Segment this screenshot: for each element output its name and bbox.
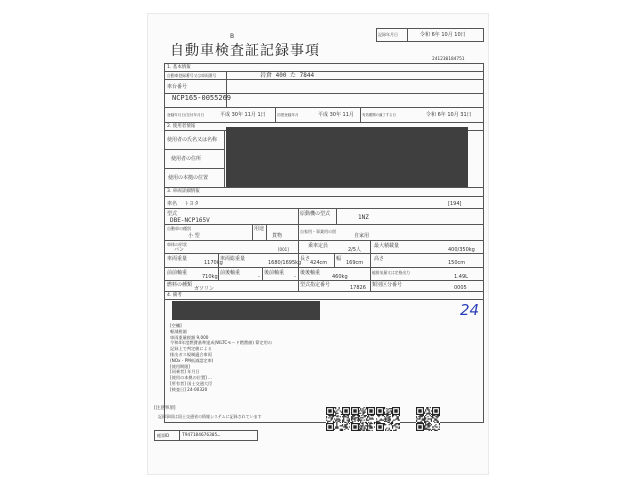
- reg-date-label: 登録年月日/交付年月日: [167, 113, 205, 117]
- plate-value: 岩倉 400 た 7844: [260, 72, 315, 79]
- kind-value: 小 型: [188, 233, 200, 239]
- remarks-line: [使用の本拠の位置] ...: [170, 375, 213, 381]
- model-label: 型式: [167, 211, 178, 217]
- length-value: 424cm: [310, 260, 328, 266]
- front-axle-label: 前前軸重: [167, 270, 188, 276]
- handwritten-note: 24: [460, 301, 480, 319]
- front-rear-axle-value: -: [258, 274, 260, 280]
- remarks-line: 令和4年度燃費基準達成(WLTCモード燃費値) 算定用の: [170, 340, 272, 346]
- issue-date-label: 記録年月日: [378, 32, 398, 37]
- body-label: 車体の形状: [167, 242, 187, 247]
- purpose-value: 自家用: [354, 233, 370, 239]
- remarks-line: 車両重量税額 9,000: [170, 334, 209, 340]
- remarks-line: (NOx・PM低減認定車): [170, 357, 214, 363]
- width-value: 169cm: [346, 260, 364, 266]
- class-no-value: 0005: [454, 285, 467, 291]
- chassis-value: NCP165-0055269: [172, 94, 232, 102]
- remarks-line: [空欄]: [170, 323, 182, 328]
- use-value: 貨物: [272, 233, 283, 239]
- height-label: 高さ: [374, 256, 385, 262]
- first-reg-value: 平成 30年 11月: [318, 112, 354, 118]
- class-no-label: 類別区分番号: [372, 282, 403, 288]
- small-mark: B: [230, 33, 235, 40]
- remarks-line: 軽減税額: [170, 328, 187, 334]
- front-axle-value: 710kg: [202, 274, 218, 280]
- max-load-value: 400/350kg: [448, 247, 475, 253]
- type-no-label: 型式指定番号: [300, 282, 331, 288]
- weight-label: 車両重量: [167, 256, 188, 262]
- remarks-line: [使用期限]: [170, 363, 191, 369]
- section-vehicle-title: 3. 車両詳細情報: [167, 189, 200, 194]
- remarks-line: [同乗者] 年月日: [170, 369, 200, 375]
- displacement-label: 総排気量又は定格出力: [372, 270, 410, 275]
- purpose-label: 自家用・事業用の別: [300, 229, 336, 234]
- remarks-block: [170, 323, 380, 393]
- kind-label: 自動車の種別: [167, 226, 191, 231]
- capacity-value: 2/5人: [348, 247, 362, 253]
- weight-value: 1170kg: [204, 260, 223, 266]
- qr-code-2: [351, 407, 375, 431]
- chassis-label: 車台番号: [167, 84, 188, 90]
- plate-label: 自動車登録番号又は車両番号: [167, 73, 217, 78]
- front-rear-axle-label: 前後軸重: [220, 270, 241, 276]
- base-location-label: 使用の本拠の位置: [168, 175, 209, 181]
- width-label: 幅: [336, 256, 342, 262]
- max-load-label: 最大積載量: [374, 243, 400, 249]
- notes-title: [注意事項]: [154, 406, 176, 411]
- owner-redaction: [226, 127, 468, 187]
- rear-axle-label: 後後軸重: [300, 270, 321, 276]
- first-reg-label: 初度登録年月: [277, 113, 299, 117]
- body-code: [001]: [278, 247, 289, 252]
- remarks-line: 排出ガス規制適合車両: [170, 351, 212, 357]
- owner-address-label: 使用者の住所: [171, 156, 202, 162]
- notes-text: 記録事項は国土交通省の情報システムに記録されています: [158, 414, 262, 419]
- document-title: 自動車検査証記録事項: [170, 43, 320, 59]
- fuel-value: ガソリン: [194, 286, 215, 292]
- remarks-line: 記録上で判定値による: [170, 346, 212, 352]
- expiry-label: 有効期間の満了する日: [362, 113, 396, 117]
- use-label: 用途: [254, 226, 265, 232]
- engine-value: 1NZ: [358, 214, 369, 221]
- qr-code-4: [416, 407, 440, 431]
- body-value: バン: [174, 247, 185, 253]
- displacement-value: 1.49L: [454, 274, 468, 280]
- reg-date-value: 平成 30年 11月 1日: [220, 112, 266, 118]
- height-value: 150cm: [448, 260, 466, 266]
- section-remarks-title: 4. 備考: [167, 293, 182, 298]
- maker-code: [194]: [448, 201, 462, 207]
- inspection-certificate-sheet: [148, 14, 488, 474]
- serial-number: 241230184751: [432, 57, 465, 62]
- issue-date-value: 令和 6年 10月 10日: [420, 32, 466, 38]
- gross-label: 車両総重量: [220, 256, 246, 262]
- model-value: DBE-NCP165V: [170, 217, 210, 224]
- section-basic-title: 1. 基本情報: [167, 65, 191, 70]
- remarks-line: [所有者] 国土交通大臣: [170, 380, 213, 386]
- rear-front-axle-label: 後前軸重: [264, 270, 285, 276]
- expiry-value: 令和 6年 10月 31日: [426, 112, 472, 118]
- maker-value: トヨタ: [184, 201, 200, 207]
- rear-axle-value: 460kg: [332, 274, 348, 280]
- qr-code-3: [376, 407, 400, 431]
- section-owner-title: 2. 使用者情報: [167, 124, 196, 129]
- form-id-value: T947184676305…: [182, 433, 220, 438]
- capacity-label: 乗車定員: [308, 243, 329, 249]
- fuel-label: 燃料の種類: [167, 282, 193, 288]
- engine-label: 原動機の型式: [300, 211, 331, 217]
- remarks-redaction: [172, 301, 320, 320]
- gross-value: 1680/1695kg: [268, 260, 302, 266]
- remarks-line: [検査日] 24-00320: [170, 386, 208, 392]
- form-id-label: 帳票ID: [157, 433, 170, 438]
- rear-front-axle-value: -: [294, 274, 296, 280]
- owner-name-label: 使用者の氏名又は名称: [167, 137, 218, 143]
- type-no-value: 17826: [350, 285, 366, 291]
- maker-label: 車名: [167, 201, 178, 207]
- qr-code-1: [326, 407, 350, 431]
- length-label: 長さ: [300, 256, 311, 262]
